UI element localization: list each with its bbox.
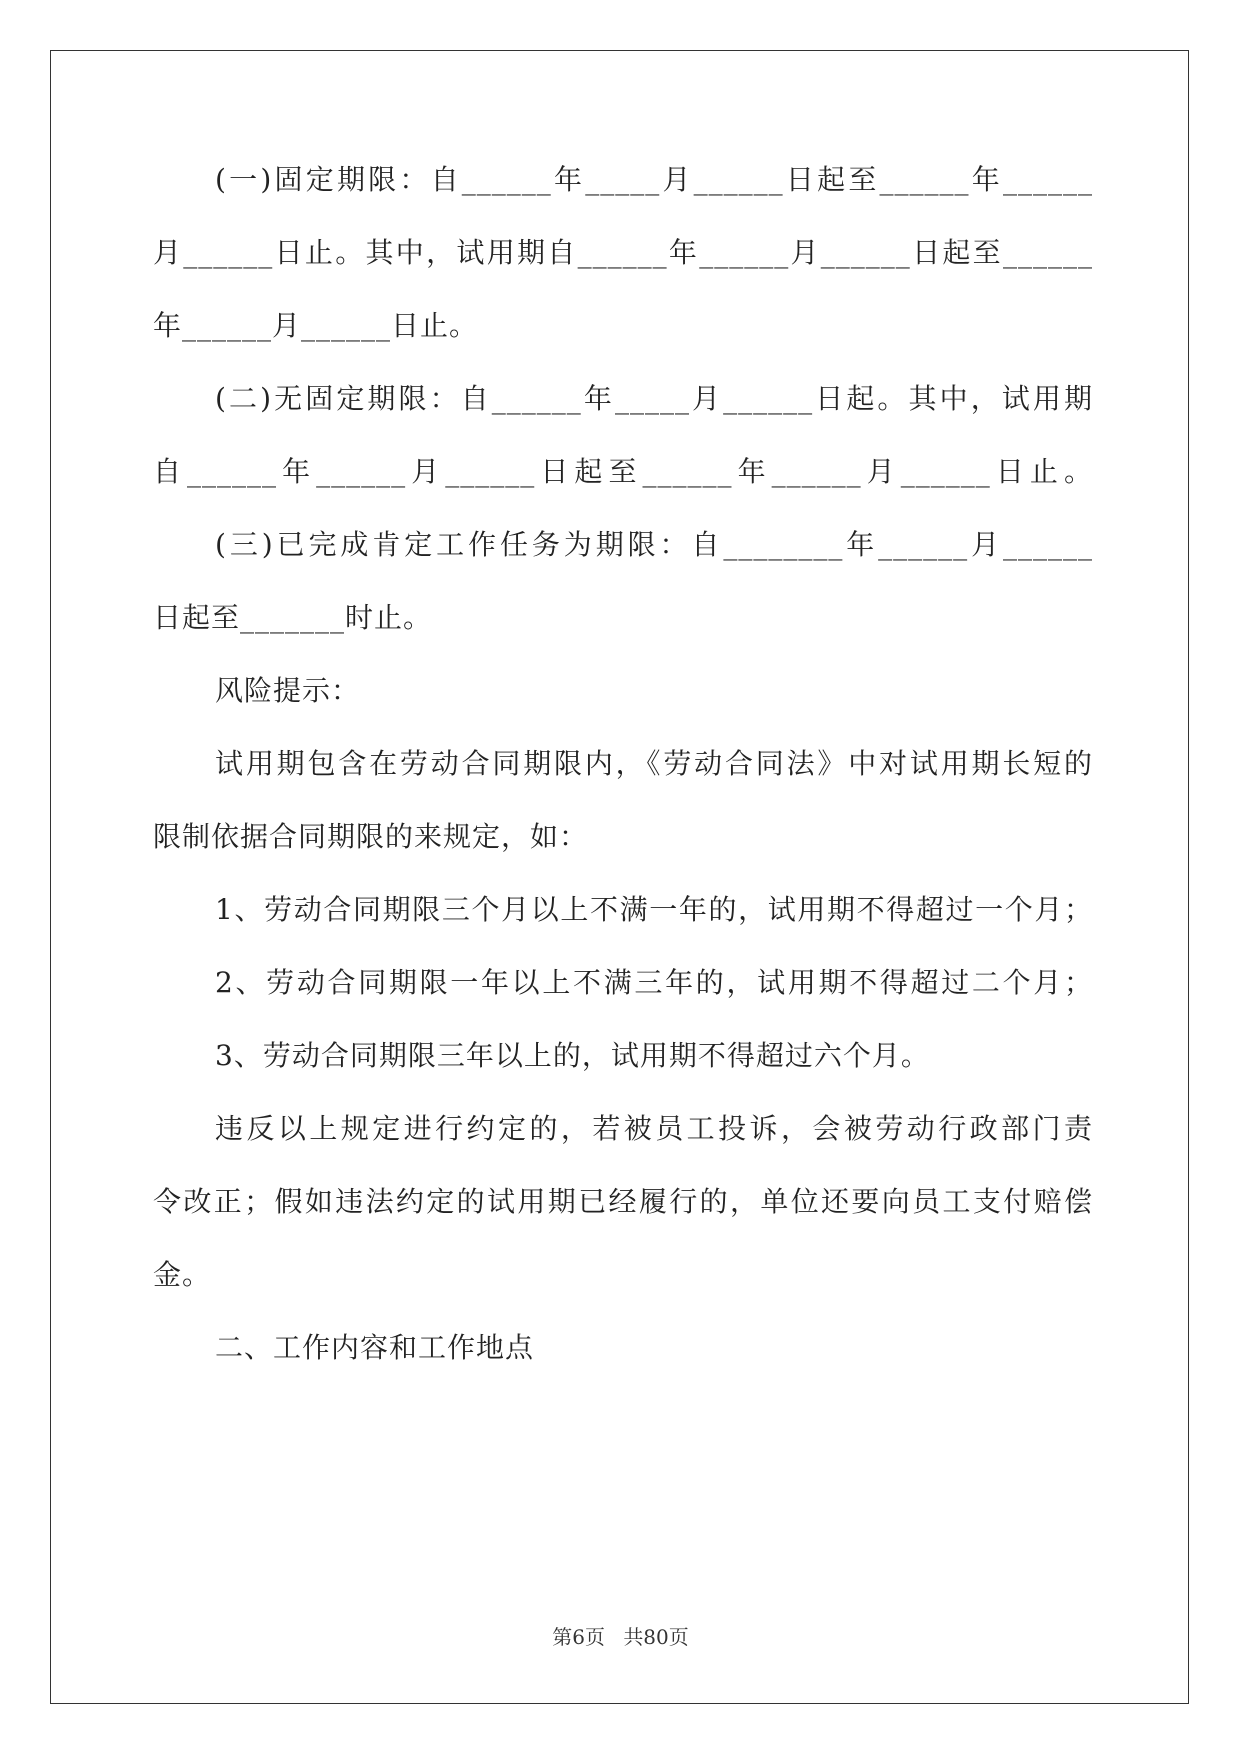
- page-footer: [0, 1621, 1241, 1650]
- paragraph-probation-line-1: 试用期包含在劳动合同期限内，《劳动合同法》中对试用期长短的: [215, 747, 1093, 780]
- paragraph-violation-line-1: 违反以上规定进行约定的，若被员工投诉，会被劳动行政部门责: [215, 1112, 1093, 1145]
- rule-item-2: 2、劳动合同期限一年以上不满三年的，试用期不得超过二个月；: [215, 966, 1093, 999]
- paragraph-violation-line-3: 金。: [153, 1258, 212, 1291]
- paragraph-fixed-term-line-1: (一)固定期限：自______年_____月______日起至______年______: [215, 163, 1093, 196]
- risk-notice-heading: 风险提示：: [215, 674, 361, 707]
- section-heading-work-content: 二、工作内容和工作地点: [215, 1331, 535, 1364]
- paragraph-open-term-line-2: 自______年______月______日起至______年______月______日止。: [153, 455, 1093, 488]
- paragraph-open-term-line-1: (二)无固定期限：自______年_____月______日起。其中，试用期: [215, 382, 1093, 415]
- paragraph-probation-line-2: 限制依据合同期限的来规定，如：: [153, 820, 589, 853]
- paragraph-violation-line-2: 令改正；假如违法约定的试用期已经履行的，单位还要向员工支付赔偿: [153, 1185, 1093, 1218]
- paragraph-task-term-line-1: (三)已完成肯定工作任务为期限：自________年______月______: [215, 528, 1093, 561]
- page-border: [50, 50, 1189, 1704]
- paragraph-fixed-term-line-3: 年______月______日止。: [153, 309, 479, 342]
- rule-item-1: 1、劳动合同期限三个月以上不满一年的，试用期不得超过一个月；: [215, 893, 1093, 926]
- page-number-current: 第6页: [552, 1625, 605, 1649]
- rule-item-3: 3、劳动合同期限三年以上的，试用期不得超过六个月。: [215, 1039, 930, 1072]
- paragraph-task-term-line-2: 日起至_______时止。: [153, 601, 433, 634]
- paragraph-fixed-term-line-2: 月______日止。其中，试用期自______年______月______日起至______: [153, 236, 1093, 269]
- page-number-total: 共80页: [623, 1625, 689, 1649]
